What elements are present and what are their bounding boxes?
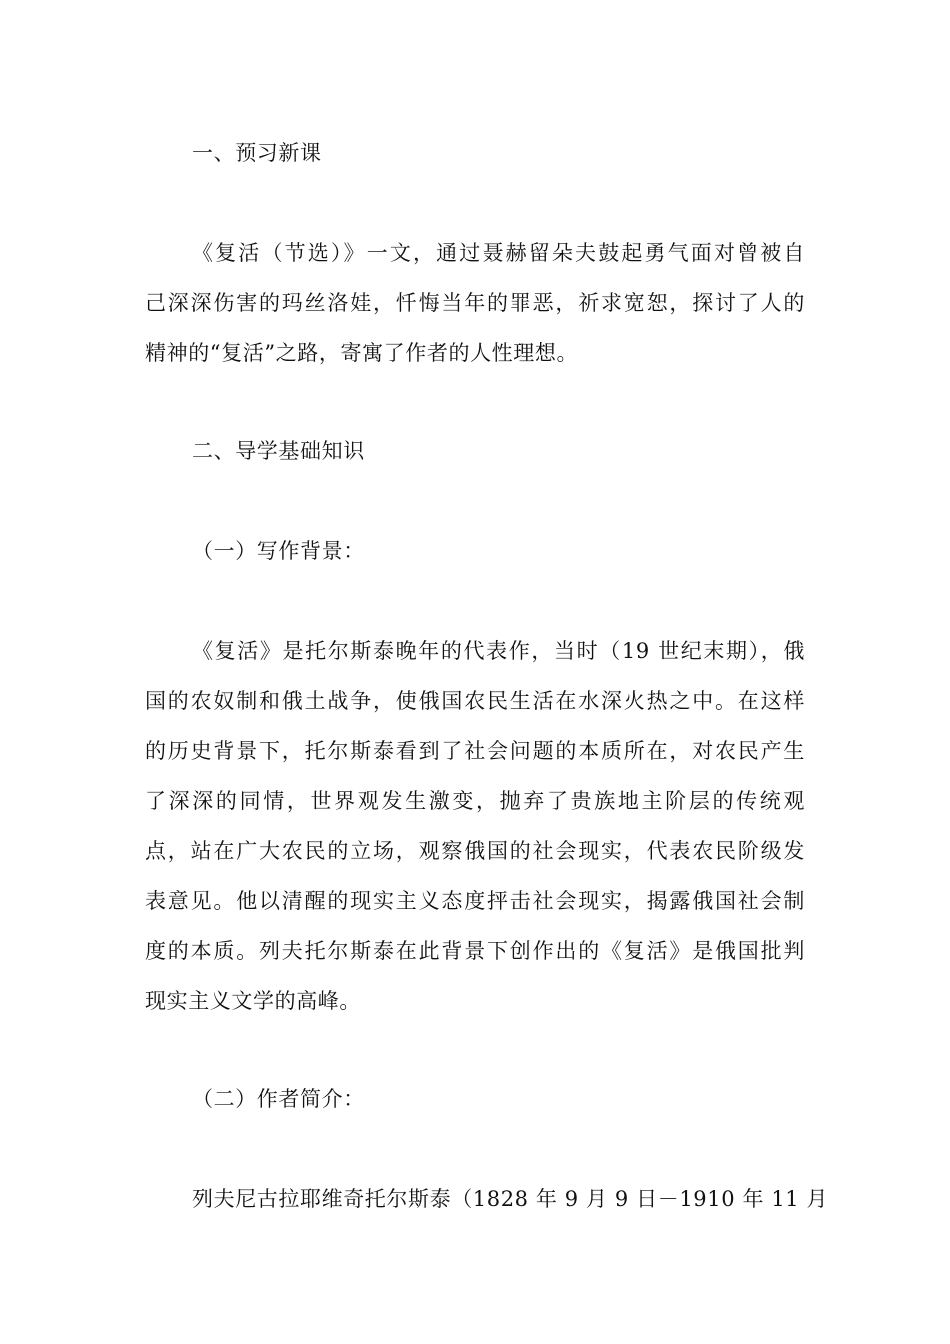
paragraph-line: 列夫尼古拉耶维奇托尔斯泰（1828 年 9 月 9 日－1910 年 11 月 <box>192 1187 829 1211</box>
paragraph-line: 了深深的同情，世界观发生激变，抛弃了贵族地主阶层的传统观 <box>145 789 805 813</box>
paragraph-line: 《复活（节选）》一文，通过聂赫留朵夫鼓起勇气面对曾被自 <box>192 241 805 265</box>
paragraph-line: 的历史背景下，托尔斯泰看到了社会问题的本质所在，对农民产生 <box>145 739 805 763</box>
paragraph-line: 精神的“复活”之路，寄寓了作者的人性理想。 <box>145 341 579 365</box>
paragraph-line: 现实主义文学的高峰。 <box>145 989 361 1013</box>
paragraph-line: 《复活》是托尔斯泰晚年的代表作，当时（19 世纪末期），俄 <box>192 639 805 663</box>
paragraph-line: 点，站在广大农民的立场，观察俄国的社会现实，代表农民阶级发 <box>145 839 805 863</box>
subheading-author: （二）作者简介： <box>192 1087 365 1111</box>
subheading-background: （一）写作背景： <box>192 539 365 563</box>
paragraph-line: 表意见。他以清醒的现实主义态度抨击社会现实，揭露俄国社会制 <box>145 889 805 913</box>
section-heading-basics: 二、导学基础知识 <box>192 439 365 463</box>
paragraph-line: 国的农奴制和俄土战争，使俄国农民生活在水深火热之中。在这样 <box>145 689 805 713</box>
section-heading-preview: 一、预习新课 <box>192 141 322 165</box>
paragraph-line: 度的本质。列夫托尔斯泰在此背景下创作出的《复活》是俄国批判 <box>145 939 805 963</box>
paragraph-line: 己深深伤害的玛丝洛娃，忏悔当年的罪恶，祈求宽恕，探讨了人的 <box>145 291 805 315</box>
